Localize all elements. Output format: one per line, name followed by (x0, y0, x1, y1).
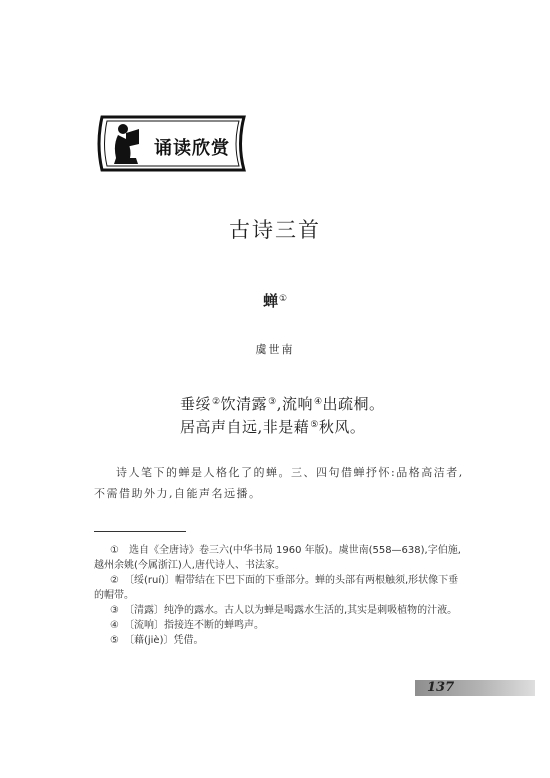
section-banner-label: 诵读欣赏 (154, 138, 230, 159)
footnotes (94, 543, 464, 648)
line2-part-a: 居高声自远,非是藉 (180, 418, 310, 436)
reader-icon (114, 124, 139, 164)
line1-part-d: 出疏桐。 (322, 395, 385, 413)
footnote-3: ③ 〔清露〕纯净的露水。古人以为蝉是喝露水生活的,其实是刺吸植物的汁液。 (110, 605, 458, 616)
poem-line-1 (180, 393, 385, 414)
poem-line-2 (180, 416, 365, 437)
footnote-ref-2: ② (212, 397, 221, 407)
footnote-ref-4: ④ (313, 397, 323, 407)
footnote-2: ② 〔绥(ruí)〕帽带结在下巴下面的下垂部分。蝉的头部有两根触须,形状像下垂的帽带。 (94, 575, 459, 601)
footnote-ref-1: ① (278, 294, 288, 304)
poem-author: 虞世南 (255, 343, 295, 356)
line1-part-b: 饮清露 (220, 395, 268, 413)
line1-part-a: 垂绥 (180, 395, 212, 413)
section-banner (92, 112, 252, 176)
poem-title-text: 蝉 (262, 292, 278, 310)
poem-title (0, 290, 550, 311)
commentary-paragraph: 诗人笔下的蝉是人格化了的蝉。三、四句借蝉抒怀:品格高洁者,不需借助外力,自能声名远播。 (94, 466, 464, 500)
page-number: 137 (427, 680, 455, 695)
footnote-divider (94, 531, 186, 532)
line1-part-c: ,流响 (276, 395, 313, 413)
footnote-1: ① 选自《全唐诗》卷三六(中华书局 1960 年版)。虞世南(558—638),字伯施,越州余姚(今属浙江)人,唐代诗人、书法家。 (94, 545, 461, 571)
footnote-ref-5: ⑤ (310, 420, 319, 430)
page-title: 古诗三首 (229, 218, 321, 242)
footnote-4: ④ 〔流响〕指接连不断的蝉鸣声。 (110, 620, 264, 631)
footnote-ref-3: ③ (268, 397, 277, 407)
line2-part-b: 秋风。 (318, 418, 366, 436)
footnote-5: ⑤ 〔藉(jiè)〕凭借。 (110, 635, 204, 646)
